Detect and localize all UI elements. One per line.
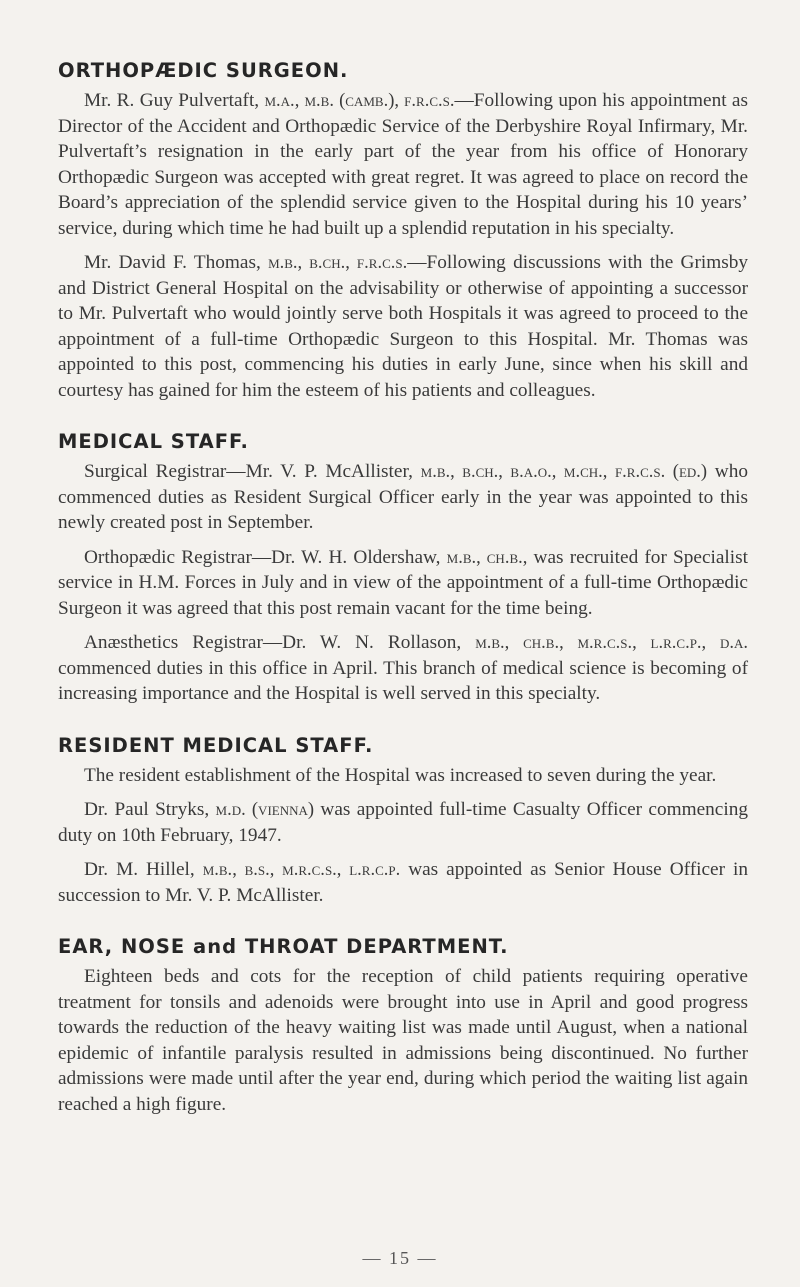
paragraph xyxy=(58,545,748,622)
paragraph-text: Anæsthetics Registrar—Dr. W. N. Rollason, xyxy=(84,632,476,653)
paragraph-text: Mr. R. Guy Pulvertaft, xyxy=(84,90,265,111)
paragraph-text: —Following upon his appointment as Director of the Accident and Orthopædic Service of the Derbyshire Royal Infirmary, Mr. Pulvertaft’s resignation in the early part of the year from his office of Honorary Orthopædic Surgeon was accepted with great regret. It was agreed to place on record the Board’s appreciation of the splendid service given to the Hospital during his 10 years’ service, during which time he had built up a splendid reputation in his specialty. xyxy=(58,90,748,239)
paragraph-text: who commenced duties as Resident Surgical Officer early in the year was appointed to this newly created post in September. xyxy=(58,461,748,533)
paragraph-text: The resident establishment of the Hospital was increased to seven during the year. xyxy=(84,764,717,786)
section-ent-department xyxy=(58,934,748,1117)
qualifications: m.b., b.ch., f.r.c.s. xyxy=(268,252,408,273)
paragraph xyxy=(58,857,748,908)
paragraph-text: was appointed as Senior House Officer in succession to Mr. V. P. McAllister. xyxy=(58,859,748,906)
paragraph xyxy=(58,630,748,707)
qualifications: m.a., m.b. (camb.), f.r.c.s. xyxy=(264,90,455,111)
paragraph xyxy=(58,459,748,536)
paragraph xyxy=(58,964,748,1117)
paragraph-text: was appointed full-time Casualty Officer commencing duty on 10th February, 1947. xyxy=(58,799,748,846)
section-resident-medical-staff xyxy=(58,733,748,909)
paragraph-text: Dr. Paul Stryks, xyxy=(84,799,216,820)
paragraph xyxy=(58,797,748,848)
section-medical-staff xyxy=(58,429,748,707)
paragraph-text: Dr. M. Hillel, xyxy=(84,859,203,880)
section-heading: RESIDENT MEDICAL STAFF. xyxy=(58,733,374,757)
paragraph-text: Surgical Registrar—Mr. V. P. McAllister, xyxy=(84,461,421,482)
section-heading: ORTHOPÆDIC SURGEON. xyxy=(58,59,349,82)
section-heading: MEDICAL STAFF. xyxy=(58,430,249,453)
qualifications: m.d. (vienna) xyxy=(215,799,315,820)
paragraph xyxy=(58,250,748,403)
section-heading: EAR, NOSE and THROAT DEPARTMENT. xyxy=(58,935,509,958)
qualifications: m.b., ch.b., xyxy=(446,546,528,568)
paragraph-text: Mr. David F. Thomas, xyxy=(84,252,269,273)
page-content xyxy=(58,58,748,1143)
paragraph xyxy=(58,763,748,789)
paragraph-text: was recruited for Specialist service in H.M. Forces in July and in view of the appointment of a full-time Orthopædic Surgeon it was agreed that this post remain vacant for the time being. xyxy=(58,546,748,619)
qualifications: m.b., b.ch., b.a.o., m.ch., f.r.c.s. (ed.) xyxy=(420,461,708,482)
paragraph-text: commenced duties in this office in April. This branch of medical science is becoming of increasing importance and the Hospital is well served in this specialty. xyxy=(58,657,748,704)
page-number: — 15 — xyxy=(362,1248,438,1268)
paragraph-text: Orthopædic Registrar—Dr. W. H. Oldershaw, xyxy=(84,546,447,568)
paragraph-text: Eighteen beds and cots for the reception of child patients requiring operative treatment for tonsils and adenoids were brought into use in April and good progress towards the reduction of the heavy waiting list was made until August, when a national epidemic of infantile paralysis resulted in admissions being discontinued. No further admissions were made until after the year end, during which period the waiting list again reached a high figure. xyxy=(58,966,748,1115)
qualifications: m.b., ch.b., m.r.c.s., l.r.c.p., d.a. xyxy=(475,632,748,653)
paragraph xyxy=(58,88,748,241)
section-orthopaedic-surgeon xyxy=(58,58,748,403)
paragraph-text: —Following discussions with the Grimsby and District General Hospital on the advisability or otherwise of appointing a successor to Mr. Pulvertaft who would jointly serve both Hospitals it was agreed to proceed to the appointment of a full-time Orthopædic Surgeon to this Hospital. Mr. Thomas was appointed to this post, commencing his duties in early June, since when his skill and courtesy has gained for him the esteem of his patients and colleagues. xyxy=(58,252,749,401)
qualifications: m.b., b.s., m.r.c.s., l.r.c.p. xyxy=(202,859,401,880)
